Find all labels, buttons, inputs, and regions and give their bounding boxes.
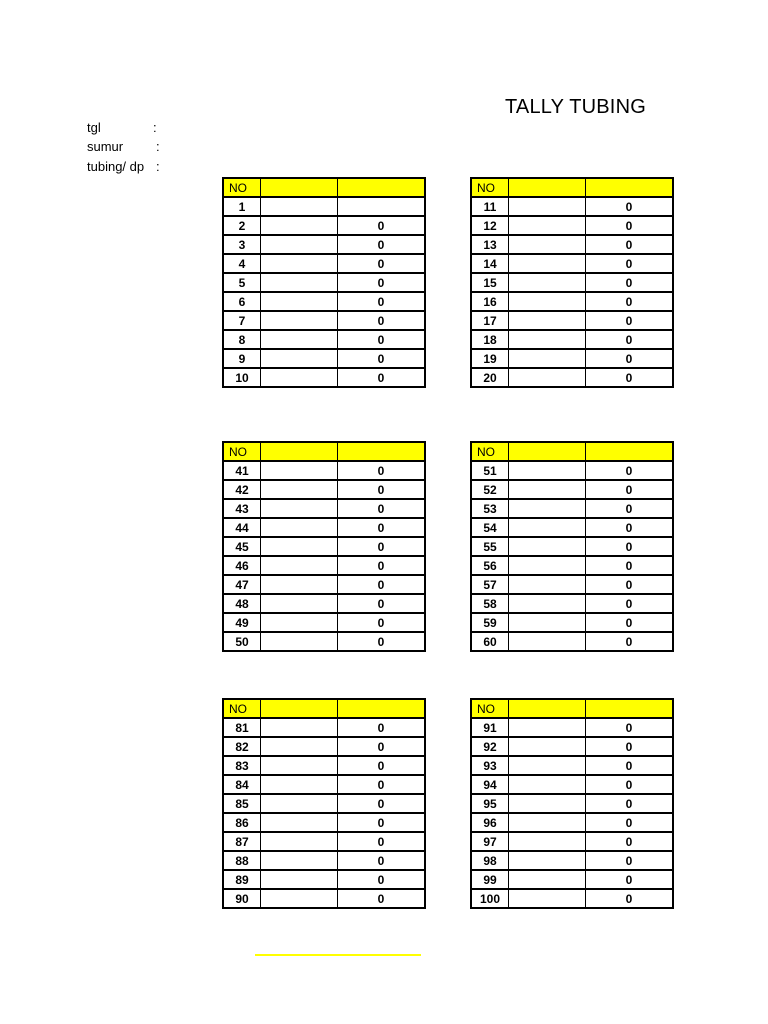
row-number: 47	[223, 575, 261, 594]
table-row	[471, 575, 673, 594]
row-number: 88	[223, 851, 261, 870]
row-number: 89	[223, 870, 261, 889]
table-row	[223, 870, 425, 889]
table-row	[223, 613, 425, 632]
tally-table	[222, 698, 426, 909]
table-row	[223, 235, 425, 254]
row-number: 7	[223, 311, 261, 330]
table-row	[223, 368, 425, 387]
cumulative-cell[interactable]: 0	[338, 737, 426, 756]
cumulative-cell[interactable]: 0	[586, 537, 674, 556]
table-row	[223, 794, 425, 813]
table-row	[471, 330, 673, 349]
row-number: 90	[223, 889, 261, 908]
cumulative-cell[interactable]: 0	[338, 632, 426, 651]
row-number: 53	[471, 499, 509, 518]
length-cell[interactable]	[509, 349, 586, 368]
table-row	[471, 556, 673, 575]
header-no: NO	[471, 442, 509, 461]
cumulative-cell[interactable]: 0	[586, 330, 674, 349]
cumulative-cell[interactable]: 0	[338, 461, 426, 480]
row-number: 5	[223, 273, 261, 292]
row-number: 9	[223, 349, 261, 368]
table-header-row	[471, 442, 673, 461]
meta-colon: :	[153, 120, 157, 135]
row-number: 52	[471, 480, 509, 499]
cumulative-cell[interactable]: 0	[586, 613, 674, 632]
table-row	[471, 718, 673, 737]
table-header-row	[223, 699, 425, 718]
length-cell[interactable]	[261, 832, 338, 851]
header-cell[interactable]	[586, 442, 674, 461]
tally-table	[222, 441, 426, 652]
length-cell[interactable]	[509, 556, 586, 575]
row-number: 20	[471, 368, 509, 387]
row-number: 81	[223, 718, 261, 737]
header-cell[interactable]	[338, 442, 426, 461]
length-cell[interactable]	[509, 575, 586, 594]
row-number: 49	[223, 613, 261, 632]
table-row	[223, 311, 425, 330]
row-number: 43	[223, 499, 261, 518]
header-no: NO	[471, 699, 509, 718]
header-cell[interactable]	[261, 699, 338, 718]
length-cell[interactable]	[261, 613, 338, 632]
row-number: 1	[223, 197, 261, 216]
cumulative-cell[interactable]: 0	[586, 235, 674, 254]
length-cell[interactable]	[509, 254, 586, 273]
length-cell[interactable]	[509, 537, 586, 556]
length-cell[interactable]	[261, 499, 338, 518]
tally-table	[470, 177, 674, 388]
cumulative-cell[interactable]: 0	[586, 889, 674, 908]
length-cell[interactable]	[509, 235, 586, 254]
table-row	[471, 537, 673, 556]
length-cell[interactable]	[509, 632, 586, 651]
length-cell[interactable]	[509, 480, 586, 499]
table-row	[223, 889, 425, 908]
table-row	[471, 889, 673, 908]
length-cell[interactable]	[509, 718, 586, 737]
row-number: 50	[223, 632, 261, 651]
row-number: 48	[223, 594, 261, 613]
table-header-row	[223, 178, 425, 197]
table-row	[223, 775, 425, 794]
cumulative-cell[interactable]: 0	[338, 575, 426, 594]
length-cell[interactable]	[509, 756, 586, 775]
length-cell[interactable]	[509, 594, 586, 613]
cumulative-cell[interactable]: 0	[586, 794, 674, 813]
row-number: 17	[471, 311, 509, 330]
row-number: 12	[471, 216, 509, 235]
length-cell[interactable]	[509, 461, 586, 480]
header-cell[interactable]	[338, 178, 426, 197]
table-row	[223, 737, 425, 756]
cumulative-cell[interactable]: 0	[586, 870, 674, 889]
cumulative-cell[interactable]: 0	[338, 556, 426, 575]
length-cell[interactable]	[261, 330, 338, 349]
cumulative-cell[interactable]: 0	[338, 499, 426, 518]
cumulative-cell[interactable]: 0	[338, 756, 426, 775]
cumulative-cell[interactable]: 0	[586, 775, 674, 794]
cumulative-cell[interactable]: 0	[586, 718, 674, 737]
table-row	[223, 575, 425, 594]
table-row	[223, 718, 425, 737]
row-number: 41	[223, 461, 261, 480]
length-cell[interactable]	[261, 349, 338, 368]
meta-colon: :	[156, 159, 160, 174]
table-row	[471, 235, 673, 254]
cumulative-cell[interactable]: 0	[586, 292, 674, 311]
row-number: 13	[471, 235, 509, 254]
meta-label: tgl	[87, 120, 101, 135]
cumulative-cell[interactable]: 0	[338, 794, 426, 813]
tally-table	[470, 441, 674, 652]
table-row	[223, 349, 425, 368]
cumulative-cell[interactable]: 0	[586, 368, 674, 387]
header-no: NO	[471, 178, 509, 197]
length-cell[interactable]	[261, 575, 338, 594]
row-number: 14	[471, 254, 509, 273]
length-cell[interactable]	[261, 794, 338, 813]
table-row	[471, 518, 673, 537]
cumulative-cell[interactable]: 0	[338, 273, 426, 292]
table-row	[471, 461, 673, 480]
header-cell[interactable]	[586, 178, 674, 197]
length-cell[interactable]	[261, 480, 338, 499]
yellow-underline	[255, 954, 421, 956]
table-row	[471, 292, 673, 311]
length-cell[interactable]	[509, 311, 586, 330]
header-no: NO	[223, 699, 261, 718]
table-row	[471, 311, 673, 330]
cumulative-cell[interactable]: 0	[586, 197, 674, 216]
cumulative-cell[interactable]: 0	[586, 632, 674, 651]
cumulative-cell[interactable]: 0	[586, 594, 674, 613]
length-cell[interactable]	[509, 330, 586, 349]
row-number: 15	[471, 273, 509, 292]
table-row	[471, 273, 673, 292]
length-cell[interactable]	[261, 594, 338, 613]
cumulative-cell[interactable]: 0	[586, 499, 674, 518]
row-number: 4	[223, 254, 261, 273]
cumulative-cell[interactable]: 0	[586, 756, 674, 775]
header-cell[interactable]	[586, 699, 674, 718]
row-number: 11	[471, 197, 509, 216]
table-row	[471, 197, 673, 216]
length-cell[interactable]	[509, 813, 586, 832]
table-row	[223, 756, 425, 775]
row-number: 94	[471, 775, 509, 794]
cumulative-cell[interactable]: 0	[338, 311, 426, 330]
cumulative-cell[interactable]: 0	[338, 235, 426, 254]
table-row	[471, 368, 673, 387]
table-row	[223, 499, 425, 518]
row-number: 93	[471, 756, 509, 775]
length-cell[interactable]	[509, 832, 586, 851]
length-cell[interactable]	[261, 632, 338, 651]
row-number: 10	[223, 368, 261, 387]
table-row	[471, 756, 673, 775]
length-cell[interactable]	[261, 813, 338, 832]
cumulative-cell[interactable]: 0	[586, 480, 674, 499]
cumulative-cell[interactable]: 0	[586, 556, 674, 575]
row-number: 59	[471, 613, 509, 632]
row-number: 46	[223, 556, 261, 575]
row-number: 95	[471, 794, 509, 813]
cumulative-cell[interactable]: 0	[586, 832, 674, 851]
meta-label: tubing/ dp	[87, 159, 145, 174]
cumulative-cell[interactable]: 0	[338, 330, 426, 349]
header-cell[interactable]	[509, 699, 586, 718]
table-row	[223, 518, 425, 537]
length-cell[interactable]	[509, 292, 586, 311]
length-cell[interactable]	[261, 851, 338, 870]
row-number: 83	[223, 756, 261, 775]
cumulative-cell[interactable]: 0	[586, 311, 674, 330]
cumulative-cell[interactable]: 0	[586, 273, 674, 292]
cumulative-cell[interactable]: 0	[338, 832, 426, 851]
cumulative-cell[interactable]: 0	[338, 889, 426, 908]
length-cell[interactable]	[509, 216, 586, 235]
table-row	[471, 813, 673, 832]
row-number: 97	[471, 832, 509, 851]
table-row	[471, 870, 673, 889]
header-cell[interactable]	[261, 178, 338, 197]
header-cell[interactable]	[509, 178, 586, 197]
length-cell[interactable]	[261, 889, 338, 908]
cumulative-cell[interactable]: 0	[586, 518, 674, 537]
row-number: 58	[471, 594, 509, 613]
table-row	[471, 349, 673, 368]
cumulative-cell[interactable]: 0	[586, 575, 674, 594]
cumulative-cell[interactable]: 0	[338, 813, 426, 832]
length-cell[interactable]	[261, 197, 338, 216]
cumulative-cell[interactable]: 0	[586, 349, 674, 368]
table-header-row	[223, 442, 425, 461]
length-cell[interactable]	[509, 775, 586, 794]
cumulative-cell[interactable]: 0	[338, 518, 426, 537]
row-number: 44	[223, 518, 261, 537]
cumulative-cell[interactable]: 0	[338, 537, 426, 556]
row-number: 86	[223, 813, 261, 832]
length-cell[interactable]	[509, 851, 586, 870]
length-cell[interactable]	[261, 756, 338, 775]
cumulative-cell[interactable]: 0	[338, 718, 426, 737]
length-cell[interactable]	[509, 737, 586, 756]
table-row	[223, 813, 425, 832]
meta-colon: :	[156, 139, 160, 154]
row-number: 19	[471, 349, 509, 368]
length-cell[interactable]	[261, 518, 338, 537]
cumulative-cell[interactable]: 0	[338, 480, 426, 499]
table-row	[471, 480, 673, 499]
length-cell[interactable]	[261, 292, 338, 311]
table-header-row	[471, 178, 673, 197]
length-cell[interactable]	[261, 556, 338, 575]
row-number: 91	[471, 718, 509, 737]
table-row	[471, 216, 673, 235]
length-cell[interactable]	[509, 273, 586, 292]
row-number: 3	[223, 235, 261, 254]
row-number: 92	[471, 737, 509, 756]
length-cell[interactable]	[261, 870, 338, 889]
meta-label: sumur	[87, 139, 124, 154]
table-row	[471, 832, 673, 851]
row-number: 87	[223, 832, 261, 851]
row-number: 82	[223, 737, 261, 756]
length-cell[interactable]	[261, 718, 338, 737]
length-cell[interactable]	[261, 775, 338, 794]
row-number: 51	[471, 461, 509, 480]
table-row	[223, 851, 425, 870]
length-cell[interactable]	[261, 368, 338, 387]
row-number: 60	[471, 632, 509, 651]
table-row	[223, 254, 425, 273]
cumulative-cell[interactable]: 0	[338, 349, 426, 368]
cumulative-cell[interactable]	[338, 197, 426, 216]
table-header-row	[471, 699, 673, 718]
row-number: 55	[471, 537, 509, 556]
length-cell[interactable]	[261, 216, 338, 235]
table-row	[223, 216, 425, 235]
table-row	[223, 292, 425, 311]
length-cell[interactable]	[509, 870, 586, 889]
table-row	[471, 254, 673, 273]
cumulative-cell[interactable]: 0	[586, 851, 674, 870]
cumulative-cell[interactable]: 0	[338, 216, 426, 235]
row-number: 42	[223, 480, 261, 499]
header-cell[interactable]	[509, 442, 586, 461]
cumulative-cell[interactable]: 0	[338, 613, 426, 632]
row-number: 18	[471, 330, 509, 349]
table-row	[471, 594, 673, 613]
length-cell[interactable]	[261, 254, 338, 273]
length-cell[interactable]	[261, 311, 338, 330]
cumulative-cell[interactable]: 0	[586, 254, 674, 273]
table-row	[471, 737, 673, 756]
table-row	[471, 794, 673, 813]
cumulative-cell[interactable]: 0	[586, 813, 674, 832]
row-number: 99	[471, 870, 509, 889]
header-no: NO	[223, 178, 261, 197]
table-row	[223, 832, 425, 851]
table-row	[471, 499, 673, 518]
length-cell[interactable]	[509, 889, 586, 908]
row-number: 2	[223, 216, 261, 235]
cumulative-cell[interactable]: 0	[338, 292, 426, 311]
length-cell[interactable]	[509, 518, 586, 537]
cumulative-cell[interactable]: 0	[586, 461, 674, 480]
length-cell[interactable]	[261, 537, 338, 556]
row-number: 57	[471, 575, 509, 594]
length-cell[interactable]	[261, 737, 338, 756]
table-row	[471, 851, 673, 870]
table-row	[223, 330, 425, 349]
table-row	[223, 480, 425, 499]
cumulative-cell[interactable]: 0	[338, 870, 426, 889]
row-number: 98	[471, 851, 509, 870]
length-cell[interactable]	[261, 235, 338, 254]
length-cell[interactable]	[509, 368, 586, 387]
table-row	[223, 556, 425, 575]
page-title: TALLY TUBING	[505, 96, 646, 118]
row-number: 6	[223, 292, 261, 311]
tally-table	[222, 177, 426, 388]
cumulative-cell[interactable]: 0	[338, 254, 426, 273]
row-number: 45	[223, 537, 261, 556]
row-number: 56	[471, 556, 509, 575]
row-number: 84	[223, 775, 261, 794]
row-number: 54	[471, 518, 509, 537]
table-row	[223, 197, 425, 216]
cumulative-cell[interactable]: 0	[338, 775, 426, 794]
cumulative-cell[interactable]: 0	[338, 368, 426, 387]
table-row	[223, 537, 425, 556]
length-cell[interactable]	[509, 499, 586, 518]
cumulative-cell[interactable]: 0	[338, 851, 426, 870]
header-cell[interactable]	[338, 699, 426, 718]
length-cell[interactable]	[261, 273, 338, 292]
cumulative-cell[interactable]: 0	[586, 737, 674, 756]
table-row	[223, 273, 425, 292]
length-cell[interactable]	[509, 794, 586, 813]
table-row	[223, 594, 425, 613]
length-cell[interactable]	[509, 197, 586, 216]
cumulative-cell[interactable]: 0	[338, 594, 426, 613]
row-number: 100	[471, 889, 509, 908]
table-row	[223, 461, 425, 480]
header-cell[interactable]	[261, 442, 338, 461]
cumulative-cell[interactable]: 0	[586, 216, 674, 235]
row-number: 96	[471, 813, 509, 832]
length-cell[interactable]	[509, 613, 586, 632]
table-row	[471, 775, 673, 794]
tally-table	[470, 698, 674, 909]
table-row	[471, 613, 673, 632]
row-number: 85	[223, 794, 261, 813]
length-cell[interactable]	[261, 461, 338, 480]
table-row	[471, 632, 673, 651]
table-row	[223, 632, 425, 651]
row-number: 16	[471, 292, 509, 311]
row-number: 8	[223, 330, 261, 349]
header-no: NO	[223, 442, 261, 461]
